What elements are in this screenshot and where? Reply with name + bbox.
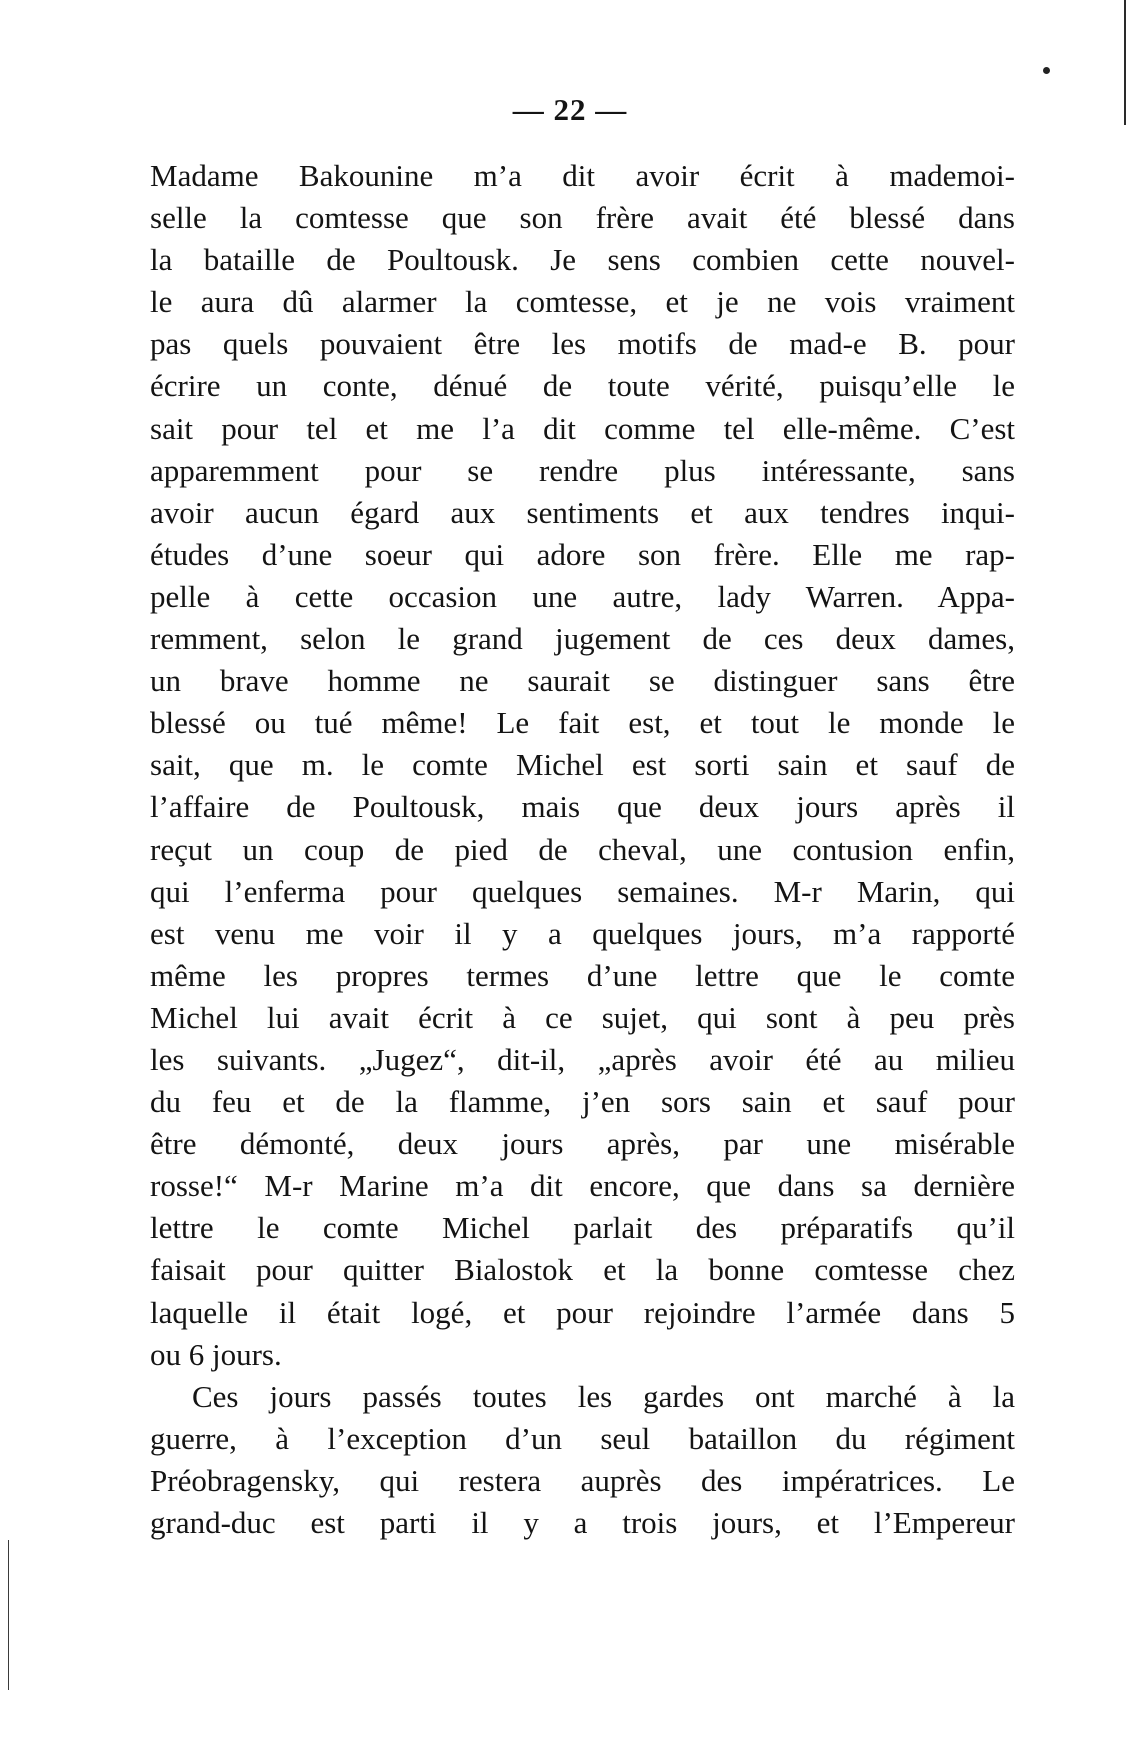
text-line: le aura dû alarmer la comtesse, et je ne vois vraiment <box>150 284 1015 320</box>
text-line: du feu et de la flamme, j’en sors sain et sauf pour <box>150 1084 1015 1120</box>
text-line: lettre le comte Michel parlait des préparatifs qu’il <box>150 1210 1015 1246</box>
text-line: pas quels pouvaient être les motifs de mad-e B. pour <box>150 326 1015 362</box>
text-line: études d’une soeur qui adore son frère. Elle me rap- <box>150 536 1015 572</box>
text-line: est venu me voir il y a quelques jours, m’a rapporté <box>150 915 1015 951</box>
text-line: sait pour tel et me l’a dit comme tel elle-même. C’est <box>150 410 1015 446</box>
text-line: Préobragensky, qui restera auprès des impératrices. Le <box>150 1462 1015 1498</box>
text-line: les suivants. „Jugez“, dit-il, „après avoir été au milieu <box>150 1041 1015 1077</box>
text-line: ou 6 jours. <box>150 1336 282 1372</box>
text-line: un brave homme ne saurait se distinguer sans être <box>150 663 1015 699</box>
text-line: qui l’enferma pour quelques semaines. M-r Marin, qui <box>150 873 1015 909</box>
text-line: sait, que m. le comte Michel est sorti sain et sauf de <box>150 747 1015 783</box>
text-line: l’affaire de Poultousk, mais que deux jours après il <box>150 789 1015 825</box>
text-line: remment, selon le grand jugement de ces deux dames, <box>150 621 1015 657</box>
scan-speck <box>1043 67 1050 74</box>
text-line: laquelle il était logé, et pour rejoindre l’armée dans 5 <box>150 1294 1015 1330</box>
text-line: reçut un coup de pied de cheval, une contusion enfin, <box>150 831 1015 867</box>
text-line: Madame Bakounine m’a dit avoir écrit à mademoi- <box>150 158 1015 193</box>
text-line: faisait pour quitter Bialostok et la bonne comtesse chez <box>150 1252 1015 1288</box>
text-line: la bataille de Poultousk. Je sens combien cette nouvel- <box>150 242 1015 278</box>
text-line: pelle à cette occasion une autre, lady Warren. Appa- <box>150 578 1015 614</box>
text-line: rosse!“ M-r Marine m’a dit encore, que dans sa dernière <box>150 1168 1015 1204</box>
text-line: blessé ou tué même! Le fait est, et tout le monde le <box>150 705 1015 741</box>
text-line: avoir aucun égard aux sentiments et aux tendres inqui- <box>150 494 1015 530</box>
text-line: apparemment pour se rendre plus intéressante, sans <box>150 452 1015 488</box>
text-line: selle la comtesse que son frère avait été blessé dans <box>150 200 1015 236</box>
text-line: même les propres termes d’une lettre que le comte <box>150 957 1015 993</box>
text-line: écrire un conte, dénué de toute vérité, puisqu’elle le <box>150 368 1015 404</box>
page-number: — 22 — <box>512 92 628 127</box>
text-line: grand-duc est parti il y a trois jours, et l’Empereur <box>150 1505 1015 1540</box>
text-line: Michel lui avait écrit à ce sujet, qui sont à peu près <box>150 999 1015 1035</box>
body-text <box>150 155 1015 1544</box>
text-line: guerre, à l’exception d’un seul bataillon du régiment <box>150 1420 1015 1456</box>
text-line: être démonté, deux jours après, par une misérable <box>150 1126 1015 1162</box>
text-line: Ces jours passés toutes les gardes ont marché à la <box>192 1378 1015 1414</box>
page-edge-line-left <box>8 1540 9 1690</box>
